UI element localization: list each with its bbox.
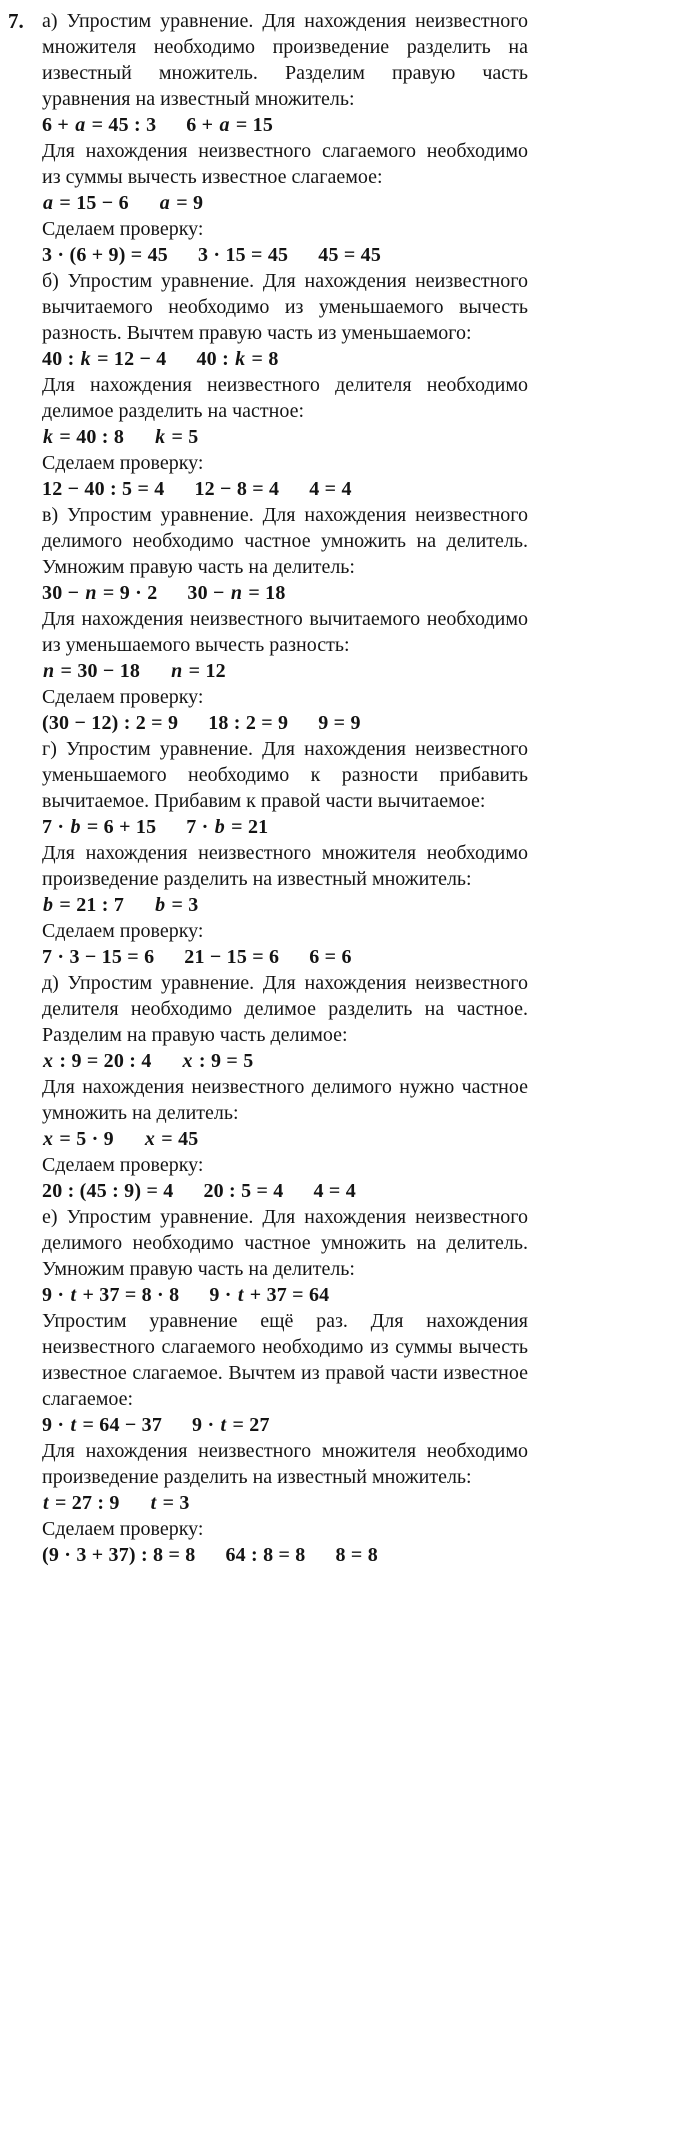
equation: t = 3: [150, 1492, 190, 1514]
text-paragraph: Для нахождения неизвестного множителя необходимо произведение разделить на известный множитель:: [42, 842, 528, 890]
equation: 7 · b = 6 + 15: [42, 816, 157, 838]
text-paragraph: Сделаем проверку:: [42, 686, 204, 708]
text-paragraph: Упростим уравнение ещё раз. Для нахождения неизвестного слагаемого необходимо из суммы вычесть известное слагаемое. Вычтем из правой части известное слагаемое:: [42, 1310, 528, 1410]
math-line: [42, 112, 528, 138]
equation: 30 − n = 18: [187, 582, 286, 604]
equation: 6 + a = 15: [186, 114, 274, 136]
equation: 9 · t + 37 = 8 · 8: [42, 1284, 180, 1306]
equation: 7 · b = 21: [186, 816, 269, 838]
math-line: [42, 1048, 528, 1074]
equation: x : 9 = 5: [182, 1050, 254, 1072]
math-line: [42, 944, 528, 970]
equation: 20 : (45 : 9) = 4: [42, 1180, 174, 1202]
equation: x : 9 = 20 : 4: [43, 1050, 152, 1072]
text-paragraph: д) Упростим уравнение. Для нахождения неизвестного делителя необходимо делимое разделить на частное. Разделим на правую часть делимое:: [42, 972, 528, 1046]
text-paragraph: е) Упростим уравнение. Для нахождения неизвестного делимого необходимо частное умножить на делитель. Умножим правую часть на делитель:: [42, 1206, 528, 1280]
text-paragraph: Сделаем проверку:: [42, 452, 204, 474]
solution-blocks: [42, 8, 528, 1568]
equation: a = 9: [159, 192, 204, 214]
equation: 8 = 8: [335, 1544, 378, 1566]
equation: 4 = 4: [309, 478, 352, 500]
equation: (9 · 3 + 37) : 8 = 8: [42, 1544, 196, 1566]
equation: 21 − 15 = 6: [184, 946, 280, 968]
math-line: [42, 1542, 528, 1568]
equation: x = 45: [144, 1128, 199, 1150]
math-line: [42, 710, 528, 736]
equation: 40 : k = 12 − 4: [42, 348, 167, 370]
text-paragraph: а) Упростим уравнение. Для нахождения неизвестного множителя необходимо произведение разделить на известный множитель. Разделим правую часть уравнения на известный множитель:: [42, 10, 528, 110]
text-paragraph: Сделаем проверку:: [42, 920, 204, 942]
math-line: [42, 476, 528, 502]
equation: 9 · t + 37 = 64: [209, 1284, 330, 1306]
equation: t = 27 : 9: [43, 1492, 120, 1514]
equation: b = 21 : 7: [43, 894, 125, 916]
equation: 12 − 8 = 4: [194, 478, 280, 500]
equation: 6 + a = 45 : 3: [42, 114, 157, 136]
equation: 9 = 9: [318, 712, 361, 734]
equation: a = 15 − 6: [43, 192, 129, 214]
equation: b = 3: [155, 894, 199, 916]
equation: 9 · t = 64 − 37: [42, 1414, 163, 1436]
equation: k = 5: [155, 426, 199, 448]
text-paragraph: г) Упростим уравнение. Для нахождения неизвестного уменьшаемого необходимо к разности прибавить вычитаемое. Прибавим к правой части вычитаемое:: [42, 738, 528, 812]
math-line: [42, 1178, 528, 1204]
equation: 9 · t = 27: [192, 1414, 270, 1436]
equation: 20 : 5 = 4: [203, 1180, 284, 1202]
math-line: [42, 814, 528, 840]
math-line: [42, 1126, 528, 1152]
text-paragraph: б) Упростим уравнение. Для нахождения неизвестного вычитаемого необходимо из уменьшаемого вычесть разность. Вычтем правую часть из уменьшаемого:: [42, 270, 528, 344]
equation: (30 − 12) : 2 = 9: [42, 712, 179, 734]
math-line: [42, 658, 528, 684]
equation: 6 = 6: [309, 946, 352, 968]
math-line: [42, 424, 528, 450]
text-paragraph: Для нахождения неизвестного вычитаемого необходимо из уменьшаемого вычесть разность:: [42, 608, 528, 656]
problem-number: 7.: [8, 9, 24, 33]
text-paragraph: Сделаем проверку:: [42, 1518, 204, 1540]
text-paragraph: Для нахождения неизвестного делимого нужно частное умножить на делитель:: [42, 1076, 528, 1124]
math-line: [42, 892, 528, 918]
math-line: [42, 242, 528, 268]
equation: 45 = 45: [318, 244, 382, 266]
equation: 64 : 8 = 8: [225, 1544, 306, 1566]
text-paragraph: Для нахождения неизвестного слагаемого необходимо из суммы вычесть известное слагаемое:: [42, 140, 528, 188]
text-paragraph: Для нахождения неизвестного делителя необходимо делимое разделить на частное:: [42, 374, 528, 422]
math-line: [42, 346, 528, 372]
equation: 4 = 4: [313, 1180, 356, 1202]
math-line: [42, 1282, 528, 1308]
equation: n = 30 − 18: [43, 660, 141, 682]
math-line: [42, 1490, 528, 1516]
text-paragraph: Для нахождения неизвестного множителя необходимо произведение разделить на известный множитель:: [42, 1440, 528, 1488]
text-paragraph: в) Упростим уравнение. Для нахождения неизвестного делимого необходимо частное умножить на делитель. Умножим правую часть на делитель:: [42, 504, 528, 578]
equation: 12 − 40 : 5 = 4: [42, 478, 165, 500]
text-paragraph: Сделаем проверку:: [42, 1154, 204, 1176]
math-line: [42, 1412, 528, 1438]
math-line: [42, 580, 528, 606]
equation: x = 5 · 9: [43, 1128, 114, 1150]
equation: 3 · 15 = 45: [197, 244, 289, 266]
text-paragraph: Сделаем проверку:: [42, 218, 204, 240]
math-line: [42, 190, 528, 216]
equation: 7 · 3 − 15 = 6: [42, 946, 155, 968]
equation: 18 : 2 = 9: [208, 712, 289, 734]
equation: 30 − n = 9 · 2: [42, 582, 158, 604]
equation: k = 40 : 8: [43, 426, 125, 448]
equation: 40 : k = 8: [196, 348, 279, 370]
equation: n = 12: [171, 660, 226, 682]
equation: 3 · (6 + 9) = 45: [42, 244, 168, 266]
